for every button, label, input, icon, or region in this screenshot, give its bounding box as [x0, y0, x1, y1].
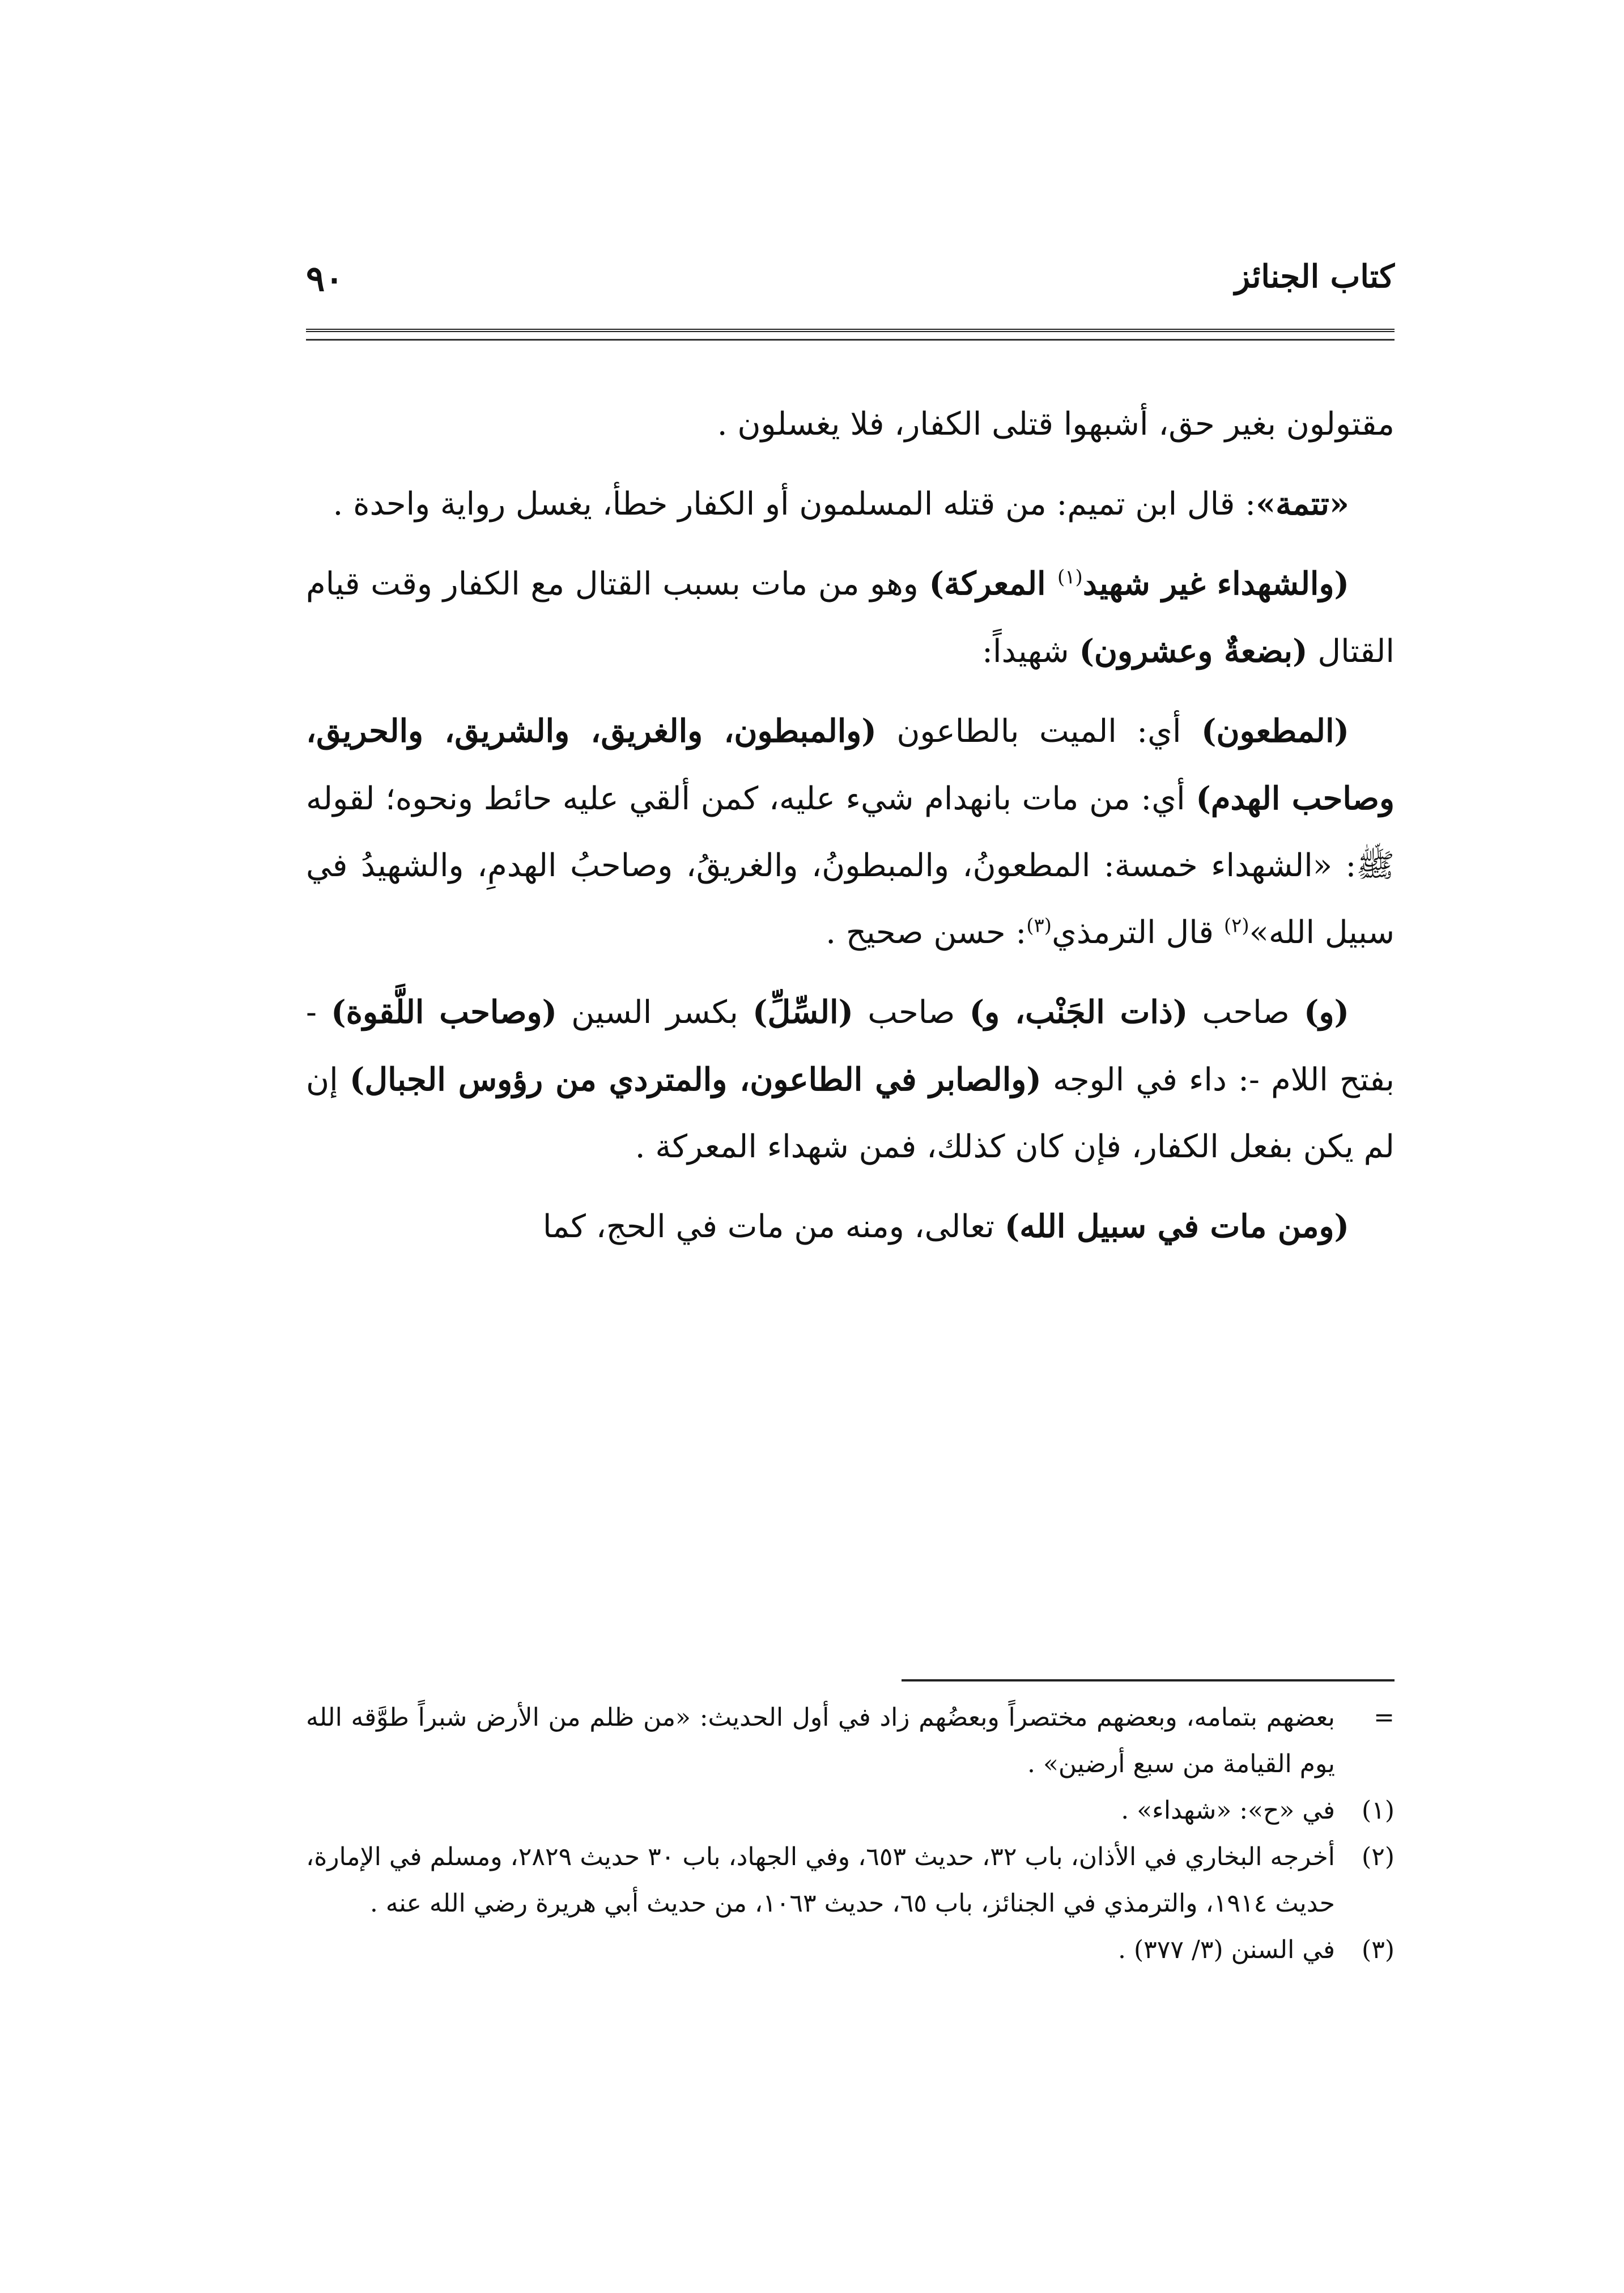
bold-run: (السِّلِّ) — [753, 993, 854, 1031]
paragraph-4 — [306, 698, 1395, 966]
text-run: شهيداً: — [982, 633, 1079, 670]
bold-run: (ذات الجَنْب، و) — [969, 993, 1188, 1031]
bold-run: (المطعون) — [1201, 712, 1349, 750]
text-run: وهو من مات بسبب القتال مع الكفار وقت قيام القتال — [306, 566, 1395, 670]
header-rule — [306, 329, 1395, 332]
footnote-continuation — [306, 1695, 1395, 1787]
text-run: - بفتح اللام -: داء في الوجه — [306, 994, 1395, 1098]
text-run: أي: من مات بانهدام شيء عليه، كمن ألقي عليه حائط ونحوه؛ لقوله ﷺ: «الشهداء خمسة: المطعونُ، والمبطونُ، والغريقُ، وصاحبُ الهدمِ، والشهيدُ في سبيل الله» — [306, 780, 1395, 951]
footnote-marker: (٢) — [1362, 1842, 1395, 1871]
footnote-ref-3: (٣) — [1026, 914, 1052, 937]
text-run: بكسر السين — [557, 994, 753, 1031]
paragraph-3 — [306, 550, 1395, 685]
running-header — [306, 258, 1395, 315]
page-number: ٩٠ — [306, 258, 344, 299]
text-run: : قال ابن تميم: من قتله المسلمون أو الكفار خطأ، يغسل رواية واحدة . — [333, 486, 1256, 523]
footnote-marker: (٣) — [1362, 1935, 1395, 1964]
paragraph-6 — [306, 1193, 1395, 1260]
footnote-separator — [902, 1679, 1395, 1681]
bold-run: (ومن مات في سبيل الله) — [1004, 1208, 1349, 1245]
text-run: تعالى، ومنه من مات في الحج، كما — [542, 1208, 1005, 1245]
footnote-text: أخرجه البخاري في الأذان، باب ٣٢، حديث ٦٥٣، وفي الجهاد، باب ٣٠ حديث ٢٨٢٩، ومسلم في الإمارة، حديث ١٩١٤، والترمذي في الجنائز، باب ٦٥، حديث ١٠٦٣، من حديث أبي هريرة رضي الله عنه . — [306, 1842, 1336, 1918]
text-run: قال الترمذي — [1052, 914, 1224, 951]
footnotes — [306, 1695, 1395, 1973]
bold-run: (والمبطون، والغريق، والشريق، والحريق، وصاحب الهدم) — [306, 712, 1395, 817]
paragraph-5 — [306, 979, 1395, 1181]
footnote-text: في «ح»: «شهداء» . — [1121, 1796, 1335, 1825]
bold-run: (بضعةٌ وعشرون) — [1079, 632, 1308, 670]
footnote-marker: (١) — [1362, 1796, 1395, 1825]
bold-run: (والشهداء غير شهيد — [1082, 565, 1349, 602]
bold-run: (و) — [1303, 993, 1349, 1031]
paragraph-2 — [306, 470, 1395, 538]
text-run: : حسن صحيح . — [826, 914, 1027, 951]
header-rule-thin — [306, 339, 1395, 341]
footnote-2 — [306, 1834, 1395, 1927]
bold-run: (والصابر في الطاعون، والمتردي من رؤوس الجبال) — [349, 1061, 1041, 1098]
footnote-ref-2: (٢) — [1223, 914, 1249, 937]
text-run: صاحب — [1188, 994, 1304, 1031]
bold-run: (وصاحب اللَّقوة) — [331, 993, 557, 1031]
paragraph-1 — [306, 391, 1395, 458]
text-run: صاحب — [853, 994, 970, 1031]
footnote-text: بعضهم بتمامه، وبعضهم مختصراً وبعضُهم زاد في أول الحديث: «من ظلم من الأرض شبراً طوَّقه الله يوم القيامة من سبع أرضين» . — [306, 1703, 1335, 1778]
bold-run: المعركة) — [929, 565, 1058, 602]
text-run: أي: الميت بالطاعون — [876, 713, 1201, 750]
main-text — [306, 391, 1395, 1273]
bold-run: «تتمة» — [1256, 485, 1349, 523]
book-title: كتاب الجنائز — [1234, 258, 1395, 295]
text-run: إن لم يكن بفعل الكفار، فإن كان كذلك، فمن شهداء المعركة . — [306, 1061, 1395, 1165]
footnote-3 — [306, 1927, 1395, 1973]
footnote-marker: = — [1374, 1703, 1395, 1732]
footnote-ref-1: (١) — [1057, 566, 1083, 589]
text-run: مقتولون بغير حق، أشبهوا قتلى الكفار، فلا يغسلون . — [717, 406, 1395, 443]
footnote-text: في السنن (٣/ ٣٧٧) . — [1118, 1935, 1335, 1964]
footnote-1 — [306, 1787, 1395, 1834]
